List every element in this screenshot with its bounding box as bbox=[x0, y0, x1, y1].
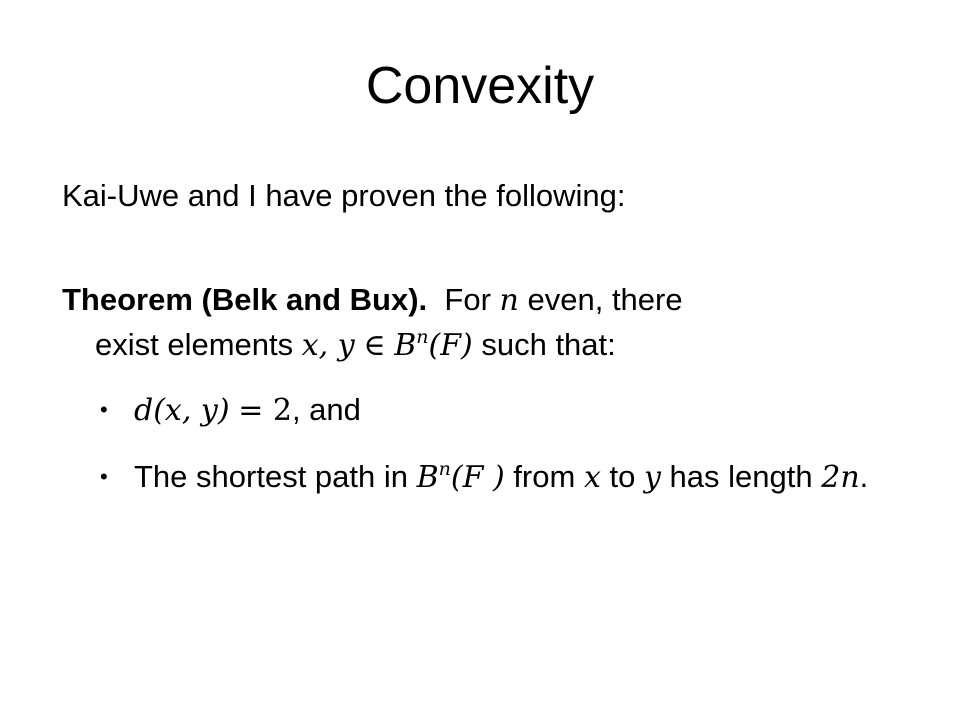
math-2n: 2n bbox=[821, 460, 860, 495]
math-exponent-n: n bbox=[416, 326, 429, 348]
math-element-of: ∈ bbox=[363, 328, 386, 363]
math-B: B bbox=[416, 460, 439, 495]
bullet-text: to bbox=[609, 459, 636, 494]
bullet-list bbox=[98, 390, 878, 498]
theorem-text: such that: bbox=[481, 327, 616, 362]
math-xy: x, y bbox=[301, 328, 355, 363]
theorem-text: even, there bbox=[527, 282, 683, 317]
theorem-text: For bbox=[444, 282, 491, 317]
math-F: (F) bbox=[428, 328, 473, 363]
bullet-text: has length bbox=[669, 459, 813, 494]
bullet-marker: • bbox=[100, 397, 108, 422]
bullet-item bbox=[98, 457, 878, 498]
bullet-marker: • bbox=[100, 464, 108, 489]
math-n: n bbox=[499, 283, 519, 318]
math-x: x bbox=[583, 460, 601, 495]
bullet-text: , and bbox=[291, 392, 361, 427]
math-equals-2: = 2 bbox=[238, 393, 292, 428]
bullet-text: The shortest path in bbox=[134, 459, 408, 494]
math-B: B bbox=[394, 328, 417, 363]
theorem-label: Theorem (Belk and Bux). bbox=[62, 282, 428, 317]
intro-text: Kai-Uwe and I have proven the following: bbox=[62, 178, 626, 213]
bullet-item bbox=[98, 390, 878, 431]
math-exponent-n: n bbox=[438, 458, 451, 480]
math-y: y bbox=[643, 460, 661, 495]
math-distance: d(x, y) bbox=[134, 393, 230, 428]
bullet-text: . bbox=[859, 459, 869, 494]
math-F: (F ) bbox=[450, 460, 505, 495]
theorem-statement bbox=[62, 278, 882, 368]
slide-title: Convexity bbox=[365, 57, 595, 115]
theorem-line-2 bbox=[62, 323, 882, 368]
theorem-line-1 bbox=[62, 278, 882, 323]
bullet-text: from bbox=[513, 459, 576, 494]
theorem-text: exist elements bbox=[95, 327, 294, 362]
